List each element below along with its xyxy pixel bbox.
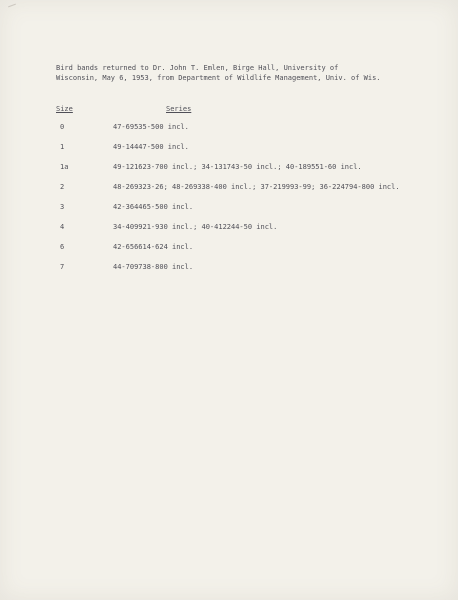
size-cell: 3 [60, 203, 65, 211]
series-cell: 42-656614-624 incl. [113, 243, 194, 251]
table-row [0, 142, 458, 162]
size-cell: 1a [60, 163, 69, 171]
series-cell: 44-709738-800 incl. [113, 263, 194, 271]
series-header: Series [166, 105, 192, 113]
band-table [0, 122, 458, 282]
size-cell: 0 [60, 123, 65, 131]
table-row [0, 182, 458, 202]
series-cell: 42-364465-500 incl. [113, 203, 194, 211]
series-cell: 49-14447-500 incl. [113, 143, 189, 151]
intro-line-1: Bird bands returned to Dr. John T. Emlen, Birge Hall, University of [56, 64, 339, 72]
table-row [0, 262, 458, 282]
table-row [0, 122, 458, 142]
series-cell: 49-121623-700 incl.; 34-131743-50 incl.; 40-189551-60 incl. [113, 163, 362, 171]
size-cell: 6 [60, 243, 65, 251]
corner-mark [8, 4, 16, 8]
series-cell: 47-69535-500 incl. [113, 123, 189, 131]
series-cell: 34-409921-930 incl.; 40-412244-50 incl. [113, 223, 278, 231]
series-cell: 48-269323-26; 48-269338-400 incl.; 37-219993-99; 36-224794-800 incl. [113, 183, 400, 191]
size-cell: 7 [60, 263, 65, 271]
size-cell: 4 [60, 223, 65, 231]
size-header: Size [56, 105, 73, 113]
size-cell: 1 [60, 143, 65, 151]
table-row [0, 222, 458, 242]
table-header [0, 104, 458, 116]
intro-paragraph [56, 63, 426, 83]
intro-line-2: Wisconsin, May 6, 1953, from Department of Wildlife Management, Univ. of Wis. [56, 74, 381, 82]
table-row [0, 162, 458, 182]
table-row [0, 202, 458, 222]
table-row [0, 242, 458, 262]
size-cell: 2 [60, 183, 65, 191]
